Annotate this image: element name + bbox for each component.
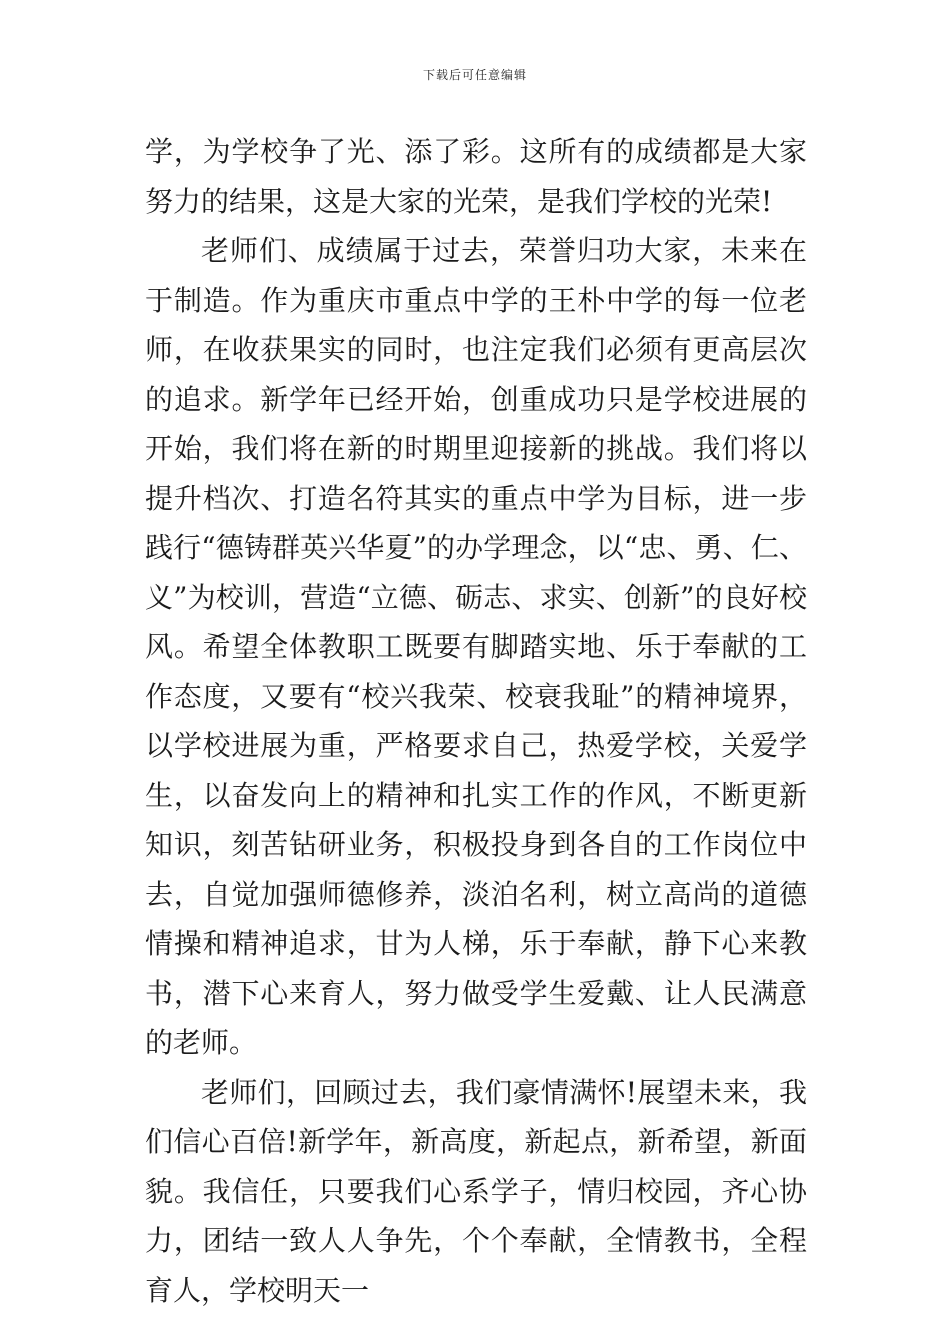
header-note: 下载后可任意编辑 (422, 68, 527, 82)
body-text (145, 127, 807, 1315)
paragraph-3: 老师们，回顾过去，我们豪情满怀!展望未来，我们信心百倍!新学年，新高度，新起点，新希望，新面貌。我信任，只要我们心系学子，情归校园，齐心协力，团结一致人人争先，个个奉献，全情教书，全程育人，学校明天一 (145, 1075, 807, 1307)
paragraph-1: 学，为学校争了光、添了彩。这所有的成绩都是大家努力的结果，这是大家的光荣，是我们学校的光荣! (145, 135, 807, 218)
paragraph-2: 老师们、成绩属于过去，荣誉归功大家，未来在于制造。作为重庆市重点中学的王朴中学的每一位老师，在收获果实的同时，也注定我们必须有更高层次的追求。新学年已经开始，创重成功只是学校进展的开始，我们将在新的时期里迎接新的挑战。我们将以提升档次、打造名符其实的重点中学为目标，进一步践行“德铸群英兴华夏”的办学理念，以“忠、勇、仁、义”为校训，营造“立德、砺志、求实、创新”的良好校风。希望全体教职工既要有脚踏实地、乐于奉献的工作态度，又要有“校兴我荣、校衰我耻”的精神境界，以学校进展为重，严格要求自己，热爱学校，关爱学生，以奋发向上的精神和扎实工作的作风，不断更新知识，刻苦钻研业务，积极投身到各自的工作岗位中去，自觉加强师德修养，淡泊名利，树立高尚的道德情操和精神追求，甘为人梯，乐于奉献，静下心来教书，潜下心来育人，努力做受学生爱戴、让人民满意的老师。 (145, 234, 807, 1059)
